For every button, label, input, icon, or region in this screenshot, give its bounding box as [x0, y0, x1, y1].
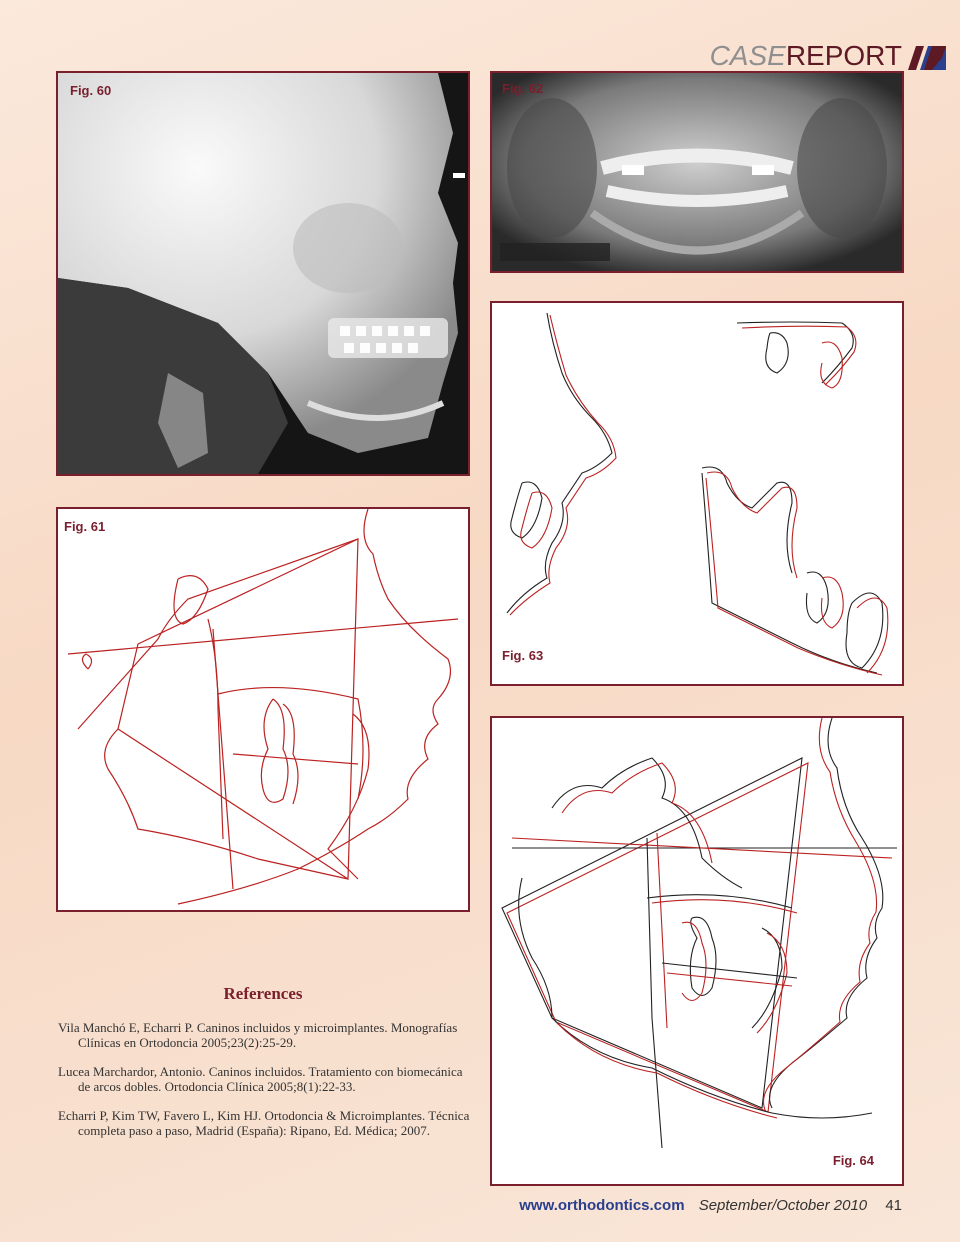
reference-item: Lucea Marchardor, Antonio. Caninos incluidos. Tratamiento con biomecánica de arcos dobles. Ortodoncia Clínica 2005;8(1):22-33. — [58, 1064, 463, 1094]
ceph-tracing-drawing — [58, 509, 468, 910]
figure-62-panoramic — [490, 71, 904, 273]
header-case: CASE — [709, 40, 786, 71]
figure-label: Fig. 60 — [70, 83, 112, 98]
ceph-xray-image — [58, 73, 468, 474]
references-title: References — [223, 984, 303, 1003]
section-header — [710, 40, 902, 72]
header-slash-icon — [902, 46, 946, 70]
figure-63-superimposition — [490, 301, 904, 686]
superimposed-tracing-drawing — [492, 718, 902, 1184]
page-number: 41 — [885, 1197, 902, 1214]
header-report: REPORT — [785, 40, 902, 71]
figure-label: Fig. 64 — [832, 1153, 874, 1168]
reference-item: Vila Manchó E, Echarri P. Caninos incluidos y microimplantes. Monografías Clínicas en Ortodoncia 2005;23(2):25-29. — [58, 1020, 458, 1050]
references-list — [58, 1020, 478, 1152]
figure-label: Fig. 61 — [64, 519, 106, 534]
superimposition-drawing — [492, 303, 902, 684]
footer-url[interactable]: www.orthodontics.com — [519, 1197, 685, 1214]
figure-label: Fig. 62 — [502, 81, 544, 96]
panoramic-xray-image — [492, 73, 902, 271]
footer-date: September/October 2010 — [698, 1197, 868, 1214]
figure-label: Fig. 63 — [502, 648, 544, 663]
figure-64-tracing — [490, 716, 904, 1186]
figure-60-xray — [56, 71, 470, 476]
reference-item: Echarri P, Kim TW, Favero L, Kim HJ. Ortodoncia & Microimplantes. Técnica completa paso a paso, Madrid (España): Ripano, Ed. Médica; 2007. — [58, 1108, 470, 1138]
page-footer — [519, 1197, 902, 1214]
figure-61-tracing — [56, 507, 470, 912]
